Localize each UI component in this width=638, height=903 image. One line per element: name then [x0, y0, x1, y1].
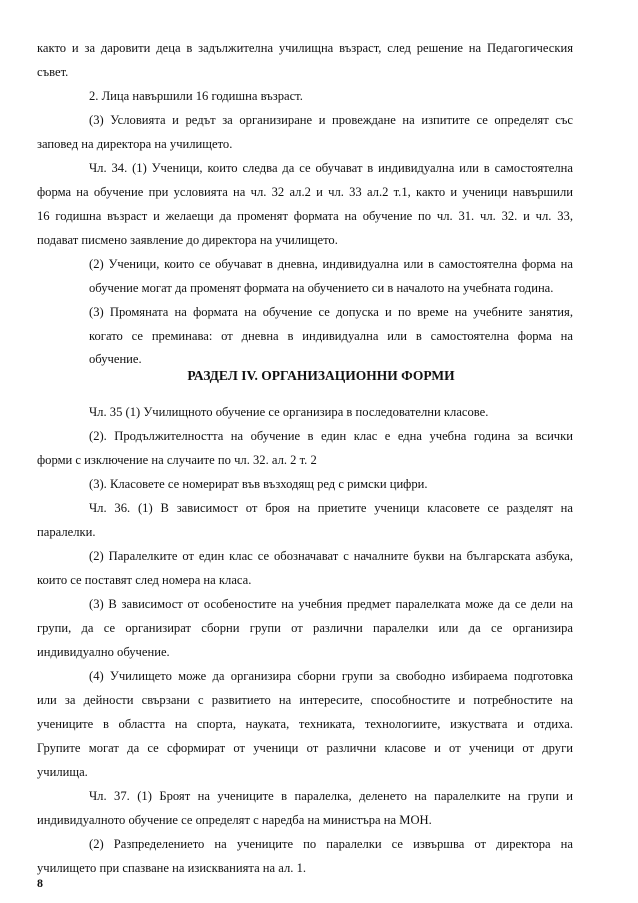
text-line: (3) Промяната на формата на обучение се допуска и по време на учебните занятия, [89, 305, 573, 319]
text-line: Групите могат да се сформират от ученици от различни класове и от ученици от други [37, 741, 573, 755]
text-line: 16 годишна възраст и желаещи да променят формата на обучение по чл. 31. чл. 32. и чл. 33, [37, 209, 573, 223]
text-line: (3) Условията и редът за организиране и провеждане на изпитите се определят със [89, 113, 573, 127]
text-line: учениците в областта на спорта, науката, техниката, технологиите, изкуствата и отдиха. [37, 717, 573, 731]
text-line: съвет. [37, 65, 69, 79]
text-line: обучение. [89, 352, 142, 366]
text-line: училището при спазване на изискванията на ал. 1. [37, 861, 307, 875]
text-line: училища. [37, 765, 88, 779]
text-line: (2). Продължителността на обучение в един клас е една учебна година за всички [89, 429, 573, 443]
text-line: (2) Ученици, които се обучават в дневна, индивидуална или в самостоятелна форма на [89, 257, 573, 271]
text-line: подават писмено заявление до директора на училището. [37, 233, 338, 247]
text-line: групи, да се организират сборни групи от различни паралелки или да се организира [37, 621, 573, 635]
text-line: или за дейности свързани с развитието на интересите, способностите и потребностите на [37, 693, 573, 707]
text-line: (2) Паралелките от един клас се обозначават с началните букви на българската азбука, [89, 549, 573, 563]
text-line: форма на обучение при условията на чл. 32 ал.2 и чл. 33 ал.2 т.1, както и ученици навършили [37, 185, 573, 199]
text-line: (2) Разпределението на учениците по паралелки се извършва от директора на [89, 837, 573, 851]
text-line: (3) В зависимост от особеностите на учебния предмет паралелката може да се дели на [89, 597, 573, 611]
text-line: индивидуално обучение. [37, 645, 170, 659]
text-line: които се поставят след номера на класа. [37, 573, 252, 587]
text-line: индивидуалното обучение се определят с наредба на министъра на МОН. [37, 813, 432, 827]
text-line: когато се преминава: от дневна в индивидуална или в самостоятелна форма на [89, 329, 573, 343]
text-line: Чл. 36. (1) В зависимост от броя на приетите ученици класовете се разделят на [89, 501, 573, 515]
text-line: (4) Училището може да организира сборни групи за свободно избираема подготовка [89, 669, 573, 683]
text-line: (3). Класовете се номерират във възходящ ред с римски цифри. [89, 477, 428, 491]
text-line: обучение могат да променят формата на обучението си в началото на учебната година. [89, 281, 554, 295]
text-line: 2. Лица навършили 16 годишна възраст. [89, 89, 303, 103]
text-line: форми с изключение на случаите по чл. 32. ал. 2 т. 2 [37, 453, 317, 467]
text-line: Чл. 37. (1) Броят на учениците в паралелка, деленето на паралелките на групи и [89, 789, 573, 803]
text-line: Чл. 34. (1) Ученици, които следва да се обучават в индивидуална или в самостоятелна [89, 161, 573, 175]
text-line: Чл. 35 (1) Училищното обучение се организира в последователни класове. [89, 405, 489, 419]
page-number: 8 [37, 876, 43, 890]
section-heading: РАЗДЕЛ IV. ОРГАНИЗАЦИОННИ ФОРМИ [187, 368, 455, 383]
text-line: заповед на директора на училището. [37, 137, 233, 151]
text-line: както и за даровити деца в задължителна училищна възраст, след решение на Педагогическия [37, 41, 573, 55]
text-line: паралелки. [37, 525, 96, 539]
